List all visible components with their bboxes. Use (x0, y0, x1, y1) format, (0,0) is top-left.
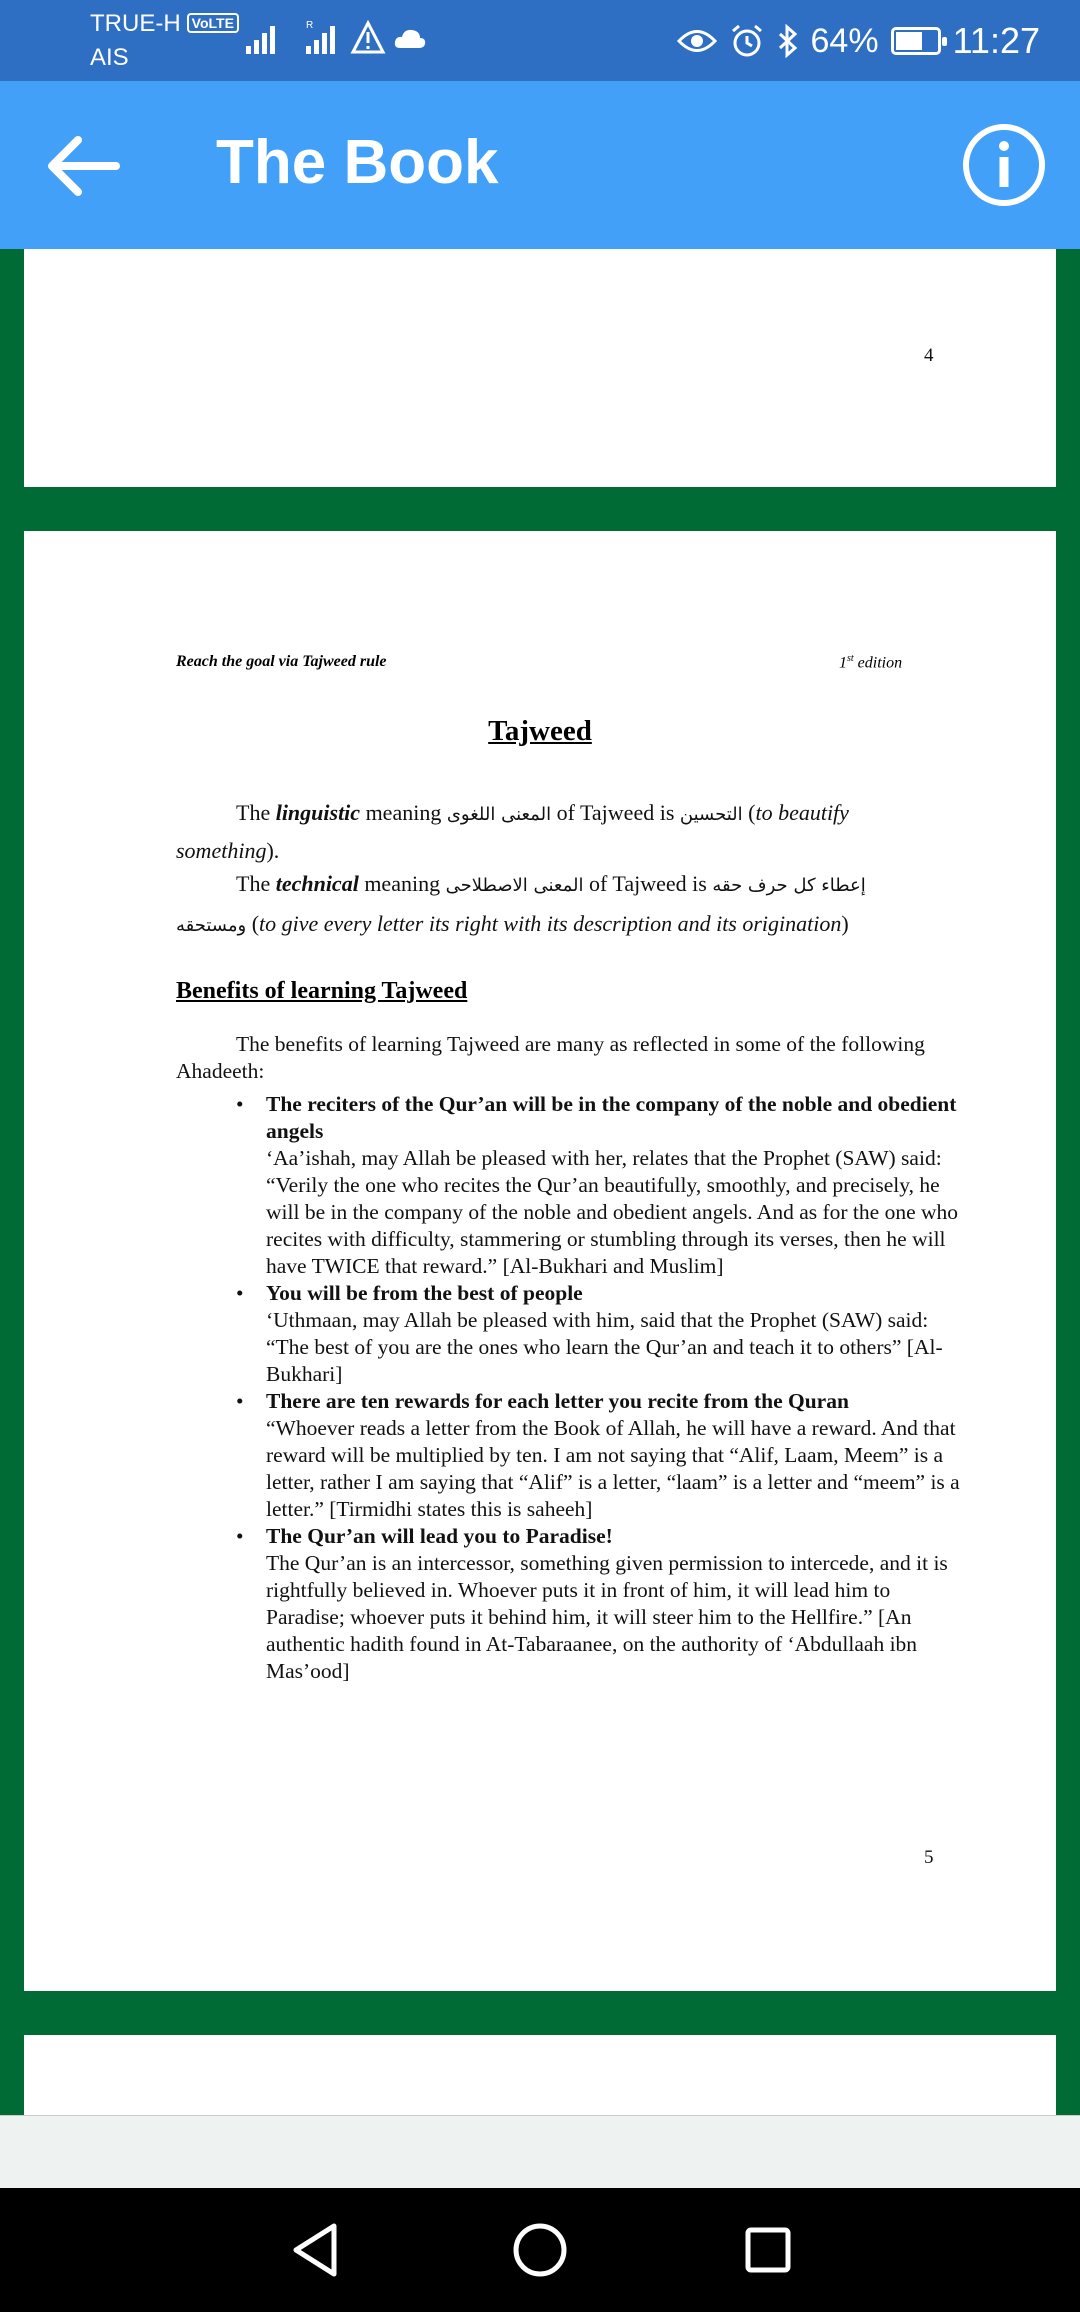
benefit-text: The Qur’an is an intercessor, something given permission to intercede, and it is rightfully believed in. Whoever puts it in front of him, it will lead him to Paradise; whoever puts it behind him, it will steer him to the Hellfire.” [An authentic hadith found in At-Tabaraanee, on the authority of ‘Abdullaah ibn Mas’ood] (266, 1551, 948, 1683)
arabic-term: إعطاء كل حرف حقه ومستحقه (176, 875, 866, 936)
text-run: of Tajweed is (551, 800, 680, 825)
page-number: 5 (924, 1847, 934, 1868)
arabic-term: التحسين (679, 804, 743, 825)
benefit-text: ‘Uthmaan, may Allah be pleased with him, said that the Prophet (SAW) said: “The best of you are the ones who learn the Qur’an and teach it to others” [Al-Bukhari] (266, 1308, 943, 1386)
back-triangle-icon (282, 2214, 354, 2286)
benefits-list (236, 1091, 966, 1685)
benefit-title: You will be from the best of people (266, 1281, 583, 1305)
carrier-top-text: TRUE-H (90, 10, 181, 37)
text-run: meaning (358, 871, 446, 896)
section-heading: Benefits of learning Tajweed (176, 978, 468, 1004)
edition-suffix: st (847, 653, 854, 664)
nav-back-button[interactable] (282, 2214, 354, 2286)
pdf-page-5 (24, 531, 1056, 1991)
emphasis-linguistic: linguistic (275, 800, 361, 825)
benefit-title: The reciters of the Qur’an will be in the company of the noble and obedient angels (266, 1092, 957, 1143)
bullet-icon: • (236, 1524, 244, 1548)
pdf-page-next (24, 2035, 1056, 2115)
arabic-term: المعنى الاصطلاحى (445, 875, 584, 896)
svg-text:R: R (306, 20, 314, 31)
warning-icon (350, 18, 386, 58)
battery-fill (896, 32, 922, 50)
benefit-item (236, 1523, 966, 1685)
text-run: ( (742, 800, 756, 825)
alarm-icon (729, 23, 765, 59)
technical-meaning-paragraph (176, 865, 916, 945)
benefit-item (236, 1280, 966, 1388)
translation-italic: to give every letter its right with its description and its origination (259, 911, 842, 936)
clock-time: 11:27 (952, 20, 1040, 61)
text-run: The (236, 871, 276, 896)
arrow-left-icon (40, 121, 130, 211)
signal-r-icon (304, 18, 348, 58)
translation-italic: to beautify something (176, 800, 849, 863)
text-run: of Tajweed is (583, 871, 713, 896)
bullet-icon: • (236, 1092, 244, 1116)
eye-icon (677, 26, 717, 56)
linguistic-meaning-paragraph (176, 795, 916, 869)
home-circle-icon (504, 2214, 576, 2286)
app-title: The Book (216, 128, 499, 197)
info-icon (960, 121, 1048, 209)
emphasis-technical: technical (275, 871, 359, 896)
carrier-name-secondary: AIS (90, 44, 129, 71)
system-navigation-bar (0, 2188, 1080, 2312)
document-title: Tajweed (488, 715, 592, 747)
back-button[interactable] (40, 121, 130, 211)
info-button[interactable] (960, 121, 1048, 209)
text-run: ( (246, 911, 260, 936)
text-run: ) (841, 911, 849, 936)
status-right-group (677, 16, 1040, 66)
benefit-text: “Whoever reads a letter from the Book of Allah, he will have a reward. And that reward will be multiplied by ten. I am not saying that “Alif, Laam, Meem” is a letter, rather I am saying that “Alif” is a letter, “laam” is a letter and “meem” is a letter.” [Tirmidhi states this is saheeh] (266, 1416, 960, 1521)
edition-text: edition (857, 654, 903, 672)
benefit-title: The Qur’an will lead you to Paradise! (266, 1524, 613, 1548)
text-run: The (236, 800, 276, 825)
battery-icon (891, 27, 941, 55)
text-run: meaning (360, 800, 447, 825)
benefits-intro (176, 1031, 931, 1085)
intro-text: The benefits of learning Tajweed are many as reflected in some of the following Ahadeeth: (176, 1032, 925, 1083)
volte-badge: VoLTE (187, 13, 239, 33)
bullet-icon: • (236, 1281, 244, 1305)
benefit-title: There are ten rewards for each letter you recite from the Quran (266, 1389, 849, 1413)
edition-number: 1 (839, 654, 847, 672)
bluetooth-icon (777, 24, 799, 58)
bullet-icon: • (236, 1389, 244, 1413)
nav-recents-button[interactable] (732, 2214, 804, 2286)
viewer-bottom-strip (0, 2115, 1080, 2189)
signal-icon (244, 18, 284, 58)
pdf-page-4 (24, 249, 1056, 487)
battery-percent: 64% (810, 21, 879, 60)
benefit-text: ‘Aa’ishah, may Allah be pleased with her, relates that the Prophet (SAW) said: “Verily the one who recites the Qur’an beautifully, smoothly, and precisely, he will be in the company of the noble and obedient angels. And as for the one who recites with difficulty, stammering or stumbling through its verses, then he will have TWICE that reward.” [Al-Bukhari and Muslim] (266, 1146, 959, 1278)
benefit-item (236, 1388, 966, 1523)
document-header-edition (839, 653, 902, 672)
nav-home-button[interactable] (504, 2214, 576, 2286)
recents-square-icon (732, 2214, 804, 2286)
cloud-icon (392, 18, 428, 58)
benefit-item (236, 1091, 966, 1280)
page-number: 4 (924, 345, 934, 366)
text-run: ). (266, 838, 280, 863)
arabic-term: المعنى اللغوى (446, 804, 552, 825)
app-bar (0, 81, 1080, 249)
status-bar (0, 0, 1080, 81)
carrier-name-primary (90, 10, 239, 38)
document-header-left: Reach the goal via Tajweed rule (176, 653, 387, 670)
